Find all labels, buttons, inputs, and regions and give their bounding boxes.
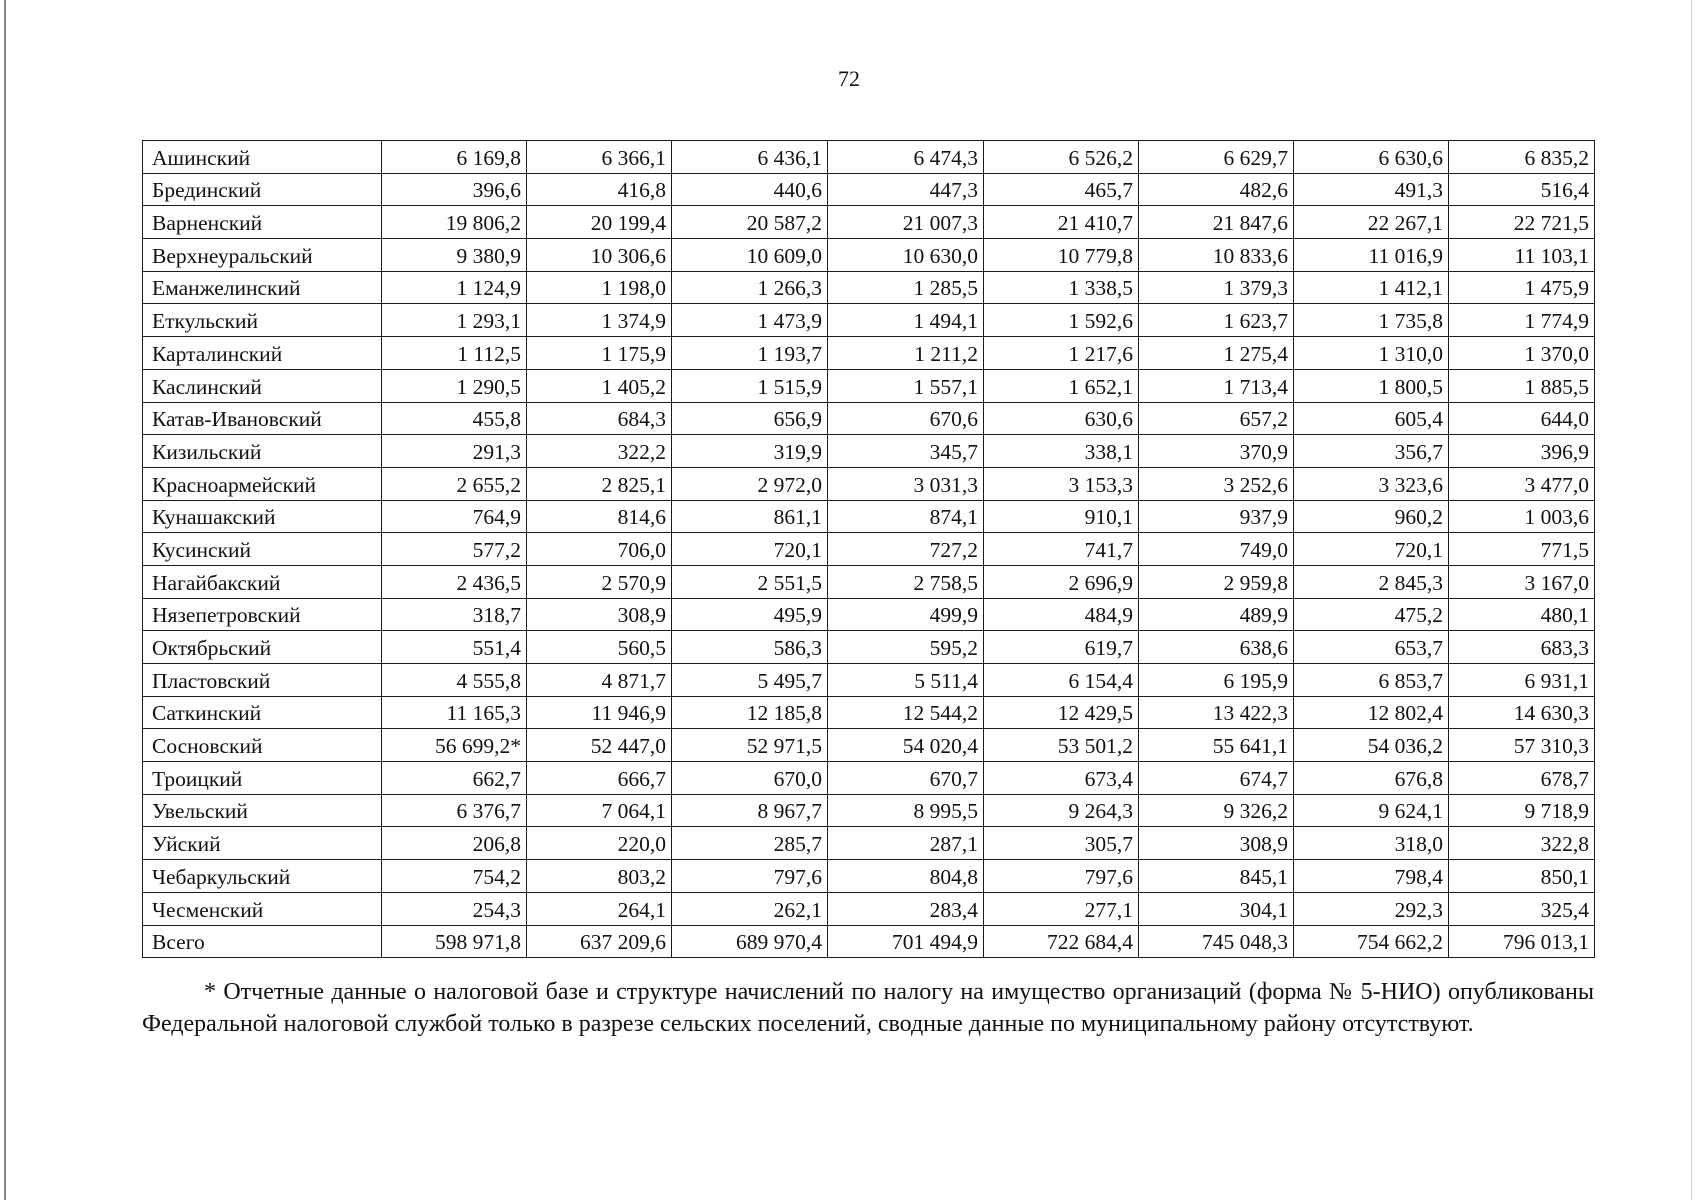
table-cell: 499,9: [828, 598, 984, 631]
row-name: Чебаркульский: [143, 860, 382, 893]
table-cell: 6 629,7: [1139, 141, 1294, 174]
table-cell: 2 845,3: [1294, 565, 1449, 598]
table-cell: 5 495,7: [672, 664, 828, 697]
table-cell: 595,2: [828, 631, 984, 664]
table-cell: 345,7: [828, 435, 984, 468]
table-cell: 12 429,5: [984, 696, 1139, 729]
row-name: Нязепетровский: [143, 598, 382, 631]
table-cell: 3 477,0: [1449, 467, 1595, 500]
table-cell: 662,7: [382, 762, 527, 795]
row-name: Еманжелинский: [143, 271, 382, 304]
table-cell: 937,9: [1139, 500, 1294, 533]
table-cell: 670,7: [828, 762, 984, 795]
table-cell: 8 967,7: [672, 794, 828, 827]
table-cell: 482,6: [1139, 173, 1294, 206]
table-cell: 644,0: [1449, 402, 1595, 435]
table-cell: 1 800,5: [1294, 369, 1449, 402]
footnote-text: * Отчетные данные о налоговой базе и структуре начислений по налогу на имущество организаций (форма № 5-НИО) опубликованы Федеральной налоговой службой только в разрезе сельских поселений, сводные данные по муниципальному району отсутствуют.: [142, 979, 1594, 1037]
table-cell: 308,9: [1139, 827, 1294, 860]
table-cell: 325,4: [1449, 892, 1595, 925]
table-cell: 745 048,3: [1139, 925, 1294, 958]
table-cell: 10 609,0: [672, 239, 828, 272]
table-cell: 678,7: [1449, 762, 1595, 795]
table-cell: 1 112,5: [382, 337, 527, 370]
table-cell: 850,1: [1449, 860, 1595, 893]
table-cell: 722 684,4: [984, 925, 1139, 958]
table-cell: 7 064,1: [527, 794, 672, 827]
table-cell: 605,4: [1294, 402, 1449, 435]
table-cell: 6 835,2: [1449, 141, 1595, 174]
table-cell: 6 436,1: [672, 141, 828, 174]
table-cell: 54 036,2: [1294, 729, 1449, 762]
table-cell: 1 338,5: [984, 271, 1139, 304]
table-cell: 577,2: [382, 533, 527, 566]
table-cell: 10 779,8: [984, 239, 1139, 272]
table-cell: 6 154,4: [984, 664, 1139, 697]
table-row: [143, 435, 1595, 468]
table-cell: 1 310,0: [1294, 337, 1449, 370]
row-name: Карталинский: [143, 337, 382, 370]
table-cell: 6 931,1: [1449, 664, 1595, 697]
table-row: [143, 860, 1595, 893]
table-cell: 318,0: [1294, 827, 1449, 860]
table-cell: 55 641,1: [1139, 729, 1294, 762]
table-cell: 874,1: [828, 500, 984, 533]
table-cell: 22 267,1: [1294, 206, 1449, 239]
table-cell: 455,8: [382, 402, 527, 435]
row-name: Сосновский: [143, 729, 382, 762]
table-cell: 22 721,5: [1449, 206, 1595, 239]
scan-edge-right: [1691, 0, 1692, 1200]
table-cell: 14 630,3: [1449, 696, 1595, 729]
table-cell: 57 310,3: [1449, 729, 1595, 762]
table-row: [143, 173, 1595, 206]
table-cell: 2 758,5: [828, 565, 984, 598]
table-cell: 516,4: [1449, 173, 1595, 206]
table-cell: 11 016,9: [1294, 239, 1449, 272]
table-row: [143, 696, 1595, 729]
table-row: [143, 565, 1595, 598]
table-row: [143, 500, 1595, 533]
table-cell: 6 169,8: [382, 141, 527, 174]
row-name: Красноармейский: [143, 467, 382, 500]
table-cell: 1 175,9: [527, 337, 672, 370]
table-cell: 2 959,8: [1139, 565, 1294, 598]
table-cell: 741,7: [984, 533, 1139, 566]
table-cell: 2 551,5: [672, 565, 828, 598]
table-cell: 489,9: [1139, 598, 1294, 631]
table-cell: 6 474,3: [828, 141, 984, 174]
table-cell: 598 971,8: [382, 925, 527, 958]
table-cell: 283,4: [828, 892, 984, 925]
table-cell: 1 266,3: [672, 271, 828, 304]
table-cell: 264,1: [527, 892, 672, 925]
table-cell: 5 511,4: [828, 664, 984, 697]
table-cell: 701 494,9: [828, 925, 984, 958]
table-cell: 3 167,0: [1449, 565, 1595, 598]
table-cell: 1 475,9: [1449, 271, 1595, 304]
table-body: [143, 141, 1595, 958]
table-cell: 637 209,6: [527, 925, 672, 958]
table-row: [143, 337, 1595, 370]
table-cell: 804,8: [828, 860, 984, 893]
table-cell: 2 436,5: [382, 565, 527, 598]
table-cell: 292,3: [1294, 892, 1449, 925]
table-row: [143, 239, 1595, 272]
table-cell: 814,6: [527, 500, 672, 533]
data-table: [142, 140, 1595, 958]
table-cell: 1 473,9: [672, 304, 828, 337]
table-cell: 9 380,9: [382, 239, 527, 272]
row-name: Брединский: [143, 173, 382, 206]
table-cell: 676,8: [1294, 762, 1449, 795]
row-name: Еткульский: [143, 304, 382, 337]
table-cell: 322,2: [527, 435, 672, 468]
table-cell: 656,9: [672, 402, 828, 435]
table-cell: 803,2: [527, 860, 672, 893]
table-row: [143, 304, 1595, 337]
row-name: Кунашакский: [143, 500, 382, 533]
table-row: [143, 664, 1595, 697]
table-cell: 1 275,4: [1139, 337, 1294, 370]
table-cell: 845,1: [1139, 860, 1294, 893]
table-cell: 1 198,0: [527, 271, 672, 304]
table-row: [143, 369, 1595, 402]
table-cell: 20 199,4: [527, 206, 672, 239]
table-cell: 666,7: [527, 762, 672, 795]
table-cell: 861,1: [672, 500, 828, 533]
table-cell: 318,7: [382, 598, 527, 631]
table-cell: 630,6: [984, 402, 1139, 435]
row-name: Кусинский: [143, 533, 382, 566]
table-cell: 706,0: [527, 533, 672, 566]
table-cell: 12 544,2: [828, 696, 984, 729]
row-name: Верхнеуральский: [143, 239, 382, 272]
table-cell: 206,8: [382, 827, 527, 860]
table-cell: 21 847,6: [1139, 206, 1294, 239]
table-cell: 53 501,2: [984, 729, 1139, 762]
table-cell: 21 007,3: [828, 206, 984, 239]
table-cell: 6 376,7: [382, 794, 527, 827]
table-cell: 754 662,2: [1294, 925, 1449, 958]
scan-edge-left: [4, 0, 6, 1200]
table-cell: 1 370,0: [1449, 337, 1595, 370]
table-cell: 674,7: [1139, 762, 1294, 795]
table-cell: 683,3: [1449, 631, 1595, 664]
table-cell: 9 326,2: [1139, 794, 1294, 827]
table-cell: 1 193,7: [672, 337, 828, 370]
table-cell: 19 806,2: [382, 206, 527, 239]
table-cell: 1 405,2: [527, 369, 672, 402]
table-cell: 1 515,9: [672, 369, 828, 402]
table-cell: 1 735,8: [1294, 304, 1449, 337]
table-cell: 1 217,6: [984, 337, 1139, 370]
table-cell: 684,3: [527, 402, 672, 435]
table-cell: 447,3: [828, 173, 984, 206]
table-cell: 551,4: [382, 631, 527, 664]
table-row: [143, 467, 1595, 500]
table-cell: 9 264,3: [984, 794, 1139, 827]
table-cell: 670,6: [828, 402, 984, 435]
table-cell: 3 252,6: [1139, 467, 1294, 500]
table-cell: 720,1: [1294, 533, 1449, 566]
table-cell: 3 153,3: [984, 467, 1139, 500]
table-cell: 560,5: [527, 631, 672, 664]
table-cell: 285,7: [672, 827, 828, 860]
row-name: Увельский: [143, 794, 382, 827]
table-cell: 291,3: [382, 435, 527, 468]
table-cell: 9 624,1: [1294, 794, 1449, 827]
table-cell: 1 885,5: [1449, 369, 1595, 402]
row-name: Всего: [143, 925, 382, 958]
table-cell: 10 630,0: [828, 239, 984, 272]
table-cell: 13 422,3: [1139, 696, 1294, 729]
table-cell: 2 825,1: [527, 467, 672, 500]
table-cell: 56 699,2*: [382, 729, 527, 762]
table-cell: 1 623,7: [1139, 304, 1294, 337]
table-cell: 4 871,7: [527, 664, 672, 697]
table-cell: 305,7: [984, 827, 1139, 860]
table-cell: 1 412,1: [1294, 271, 1449, 304]
table-cell: 619,7: [984, 631, 1139, 664]
table-cell: 638,6: [1139, 631, 1294, 664]
table-cell: 727,2: [828, 533, 984, 566]
page-number: 72: [838, 66, 860, 91]
table-row: [143, 402, 1595, 435]
table-cell: 3 323,6: [1294, 467, 1449, 500]
table-cell: 9 718,9: [1449, 794, 1595, 827]
table-cell: 657,2: [1139, 402, 1294, 435]
table-cell: 2 972,0: [672, 467, 828, 500]
table-cell: 754,2: [382, 860, 527, 893]
table-cell: 11 946,9: [527, 696, 672, 729]
table-cell: 356,7: [1294, 435, 1449, 468]
table-cell: 484,9: [984, 598, 1139, 631]
table-cell: 2 655,2: [382, 467, 527, 500]
table-row: [143, 892, 1595, 925]
table-row: [143, 827, 1595, 860]
table-cell: 10 306,6: [527, 239, 672, 272]
table-cell: 689 970,4: [672, 925, 828, 958]
table-row: [143, 141, 1595, 174]
table-cell: 8 995,5: [828, 794, 984, 827]
table-cell: 322,8: [1449, 827, 1595, 860]
table-cell: 1 592,6: [984, 304, 1139, 337]
table-cell: 1 003,6: [1449, 500, 1595, 533]
table-cell: 1 124,9: [382, 271, 527, 304]
table-cell: 21 410,7: [984, 206, 1139, 239]
table-cell: 910,1: [984, 500, 1139, 533]
table-cell: 319,9: [672, 435, 828, 468]
table-cell: 52 447,0: [527, 729, 672, 762]
row-name: Кизильский: [143, 435, 382, 468]
table-cell: 475,2: [1294, 598, 1449, 631]
table-cell: 1 774,9: [1449, 304, 1595, 337]
table-cell: 1 374,9: [527, 304, 672, 337]
table-cell: 771,5: [1449, 533, 1595, 566]
table-cell: 20 587,2: [672, 206, 828, 239]
table-cell: 1 285,5: [828, 271, 984, 304]
table-cell: 586,3: [672, 631, 828, 664]
table-cell: 4 555,8: [382, 664, 527, 697]
table-cell: 653,7: [1294, 631, 1449, 664]
table-cell: 10 833,6: [1139, 239, 1294, 272]
table-row: [143, 533, 1595, 566]
row-name: Троицкий: [143, 762, 382, 795]
row-name: Нагайбакский: [143, 565, 382, 598]
table-cell: 495,9: [672, 598, 828, 631]
table-cell: 764,9: [382, 500, 527, 533]
row-name: Саткинский: [143, 696, 382, 729]
table-cell: 6 853,7: [1294, 664, 1449, 697]
table-cell: 254,3: [382, 892, 527, 925]
table-cell: 11 165,3: [382, 696, 527, 729]
table-row: [143, 206, 1595, 239]
table-cell: 798,4: [1294, 860, 1449, 893]
table-row: [143, 794, 1595, 827]
table-cell: 12 802,4: [1294, 696, 1449, 729]
table-cell: 308,9: [527, 598, 672, 631]
table-cell: 673,4: [984, 762, 1139, 795]
table-cell: 1 652,1: [984, 369, 1139, 402]
table-cell: 670,0: [672, 762, 828, 795]
footnote: [142, 976, 1594, 1040]
table-cell: 2 570,9: [527, 565, 672, 598]
table-cell: 396,6: [382, 173, 527, 206]
table-row: [143, 762, 1595, 795]
table-cell: 6 526,2: [984, 141, 1139, 174]
row-name: Каслинский: [143, 369, 382, 402]
table-cell: 796 013,1: [1449, 925, 1595, 958]
row-name: Октябрьский: [143, 631, 382, 664]
table-cell: 1 379,3: [1139, 271, 1294, 304]
table-cell: 338,1: [984, 435, 1139, 468]
table-cell: 6 366,1: [527, 141, 672, 174]
table-cell: 396,9: [1449, 435, 1595, 468]
table-cell: 54 020,4: [828, 729, 984, 762]
table-cell: 749,0: [1139, 533, 1294, 566]
table-cell: 1 713,4: [1139, 369, 1294, 402]
table-row: [143, 271, 1595, 304]
row-name: Уйский: [143, 827, 382, 860]
table-cell: 1 494,1: [828, 304, 984, 337]
table-cell: 491,3: [1294, 173, 1449, 206]
table-row: [143, 631, 1595, 664]
table-cell: 6 195,9: [1139, 664, 1294, 697]
table-cell: 3 031,3: [828, 467, 984, 500]
table-row: [143, 729, 1595, 762]
table-cell: 11 103,1: [1449, 239, 1595, 272]
table-cell: 960,2: [1294, 500, 1449, 533]
table-cell: 1 290,5: [382, 369, 527, 402]
table-cell: 416,8: [527, 173, 672, 206]
table-cell: 1 557,1: [828, 369, 984, 402]
table-cell: 440,6: [672, 173, 828, 206]
row-name: Ашинский: [143, 141, 382, 174]
table-cell: 6 630,6: [1294, 141, 1449, 174]
table-cell: 480,1: [1449, 598, 1595, 631]
table-cell: 370,9: [1139, 435, 1294, 468]
table-cell: 262,1: [672, 892, 828, 925]
table-cell: 304,1: [1139, 892, 1294, 925]
row-name: Чесменский: [143, 892, 382, 925]
row-name: Катав-Ивановский: [143, 402, 382, 435]
table-cell: 2 696,9: [984, 565, 1139, 598]
table-cell: 797,6: [672, 860, 828, 893]
table-cell: 52 971,5: [672, 729, 828, 762]
table-cell: 220,0: [527, 827, 672, 860]
table-cell: 465,7: [984, 173, 1139, 206]
table-row: [143, 598, 1595, 631]
table-cell: 277,1: [984, 892, 1139, 925]
table-cell: 1 211,2: [828, 337, 984, 370]
row-name: Пластовский: [143, 664, 382, 697]
table-cell: 720,1: [672, 533, 828, 566]
table-cell: 12 185,8: [672, 696, 828, 729]
row-name: Варненский: [143, 206, 382, 239]
table-row: [143, 925, 1595, 958]
table-cell: 797,6: [984, 860, 1139, 893]
table-cell: 287,1: [828, 827, 984, 860]
table-cell: 1 293,1: [382, 304, 527, 337]
